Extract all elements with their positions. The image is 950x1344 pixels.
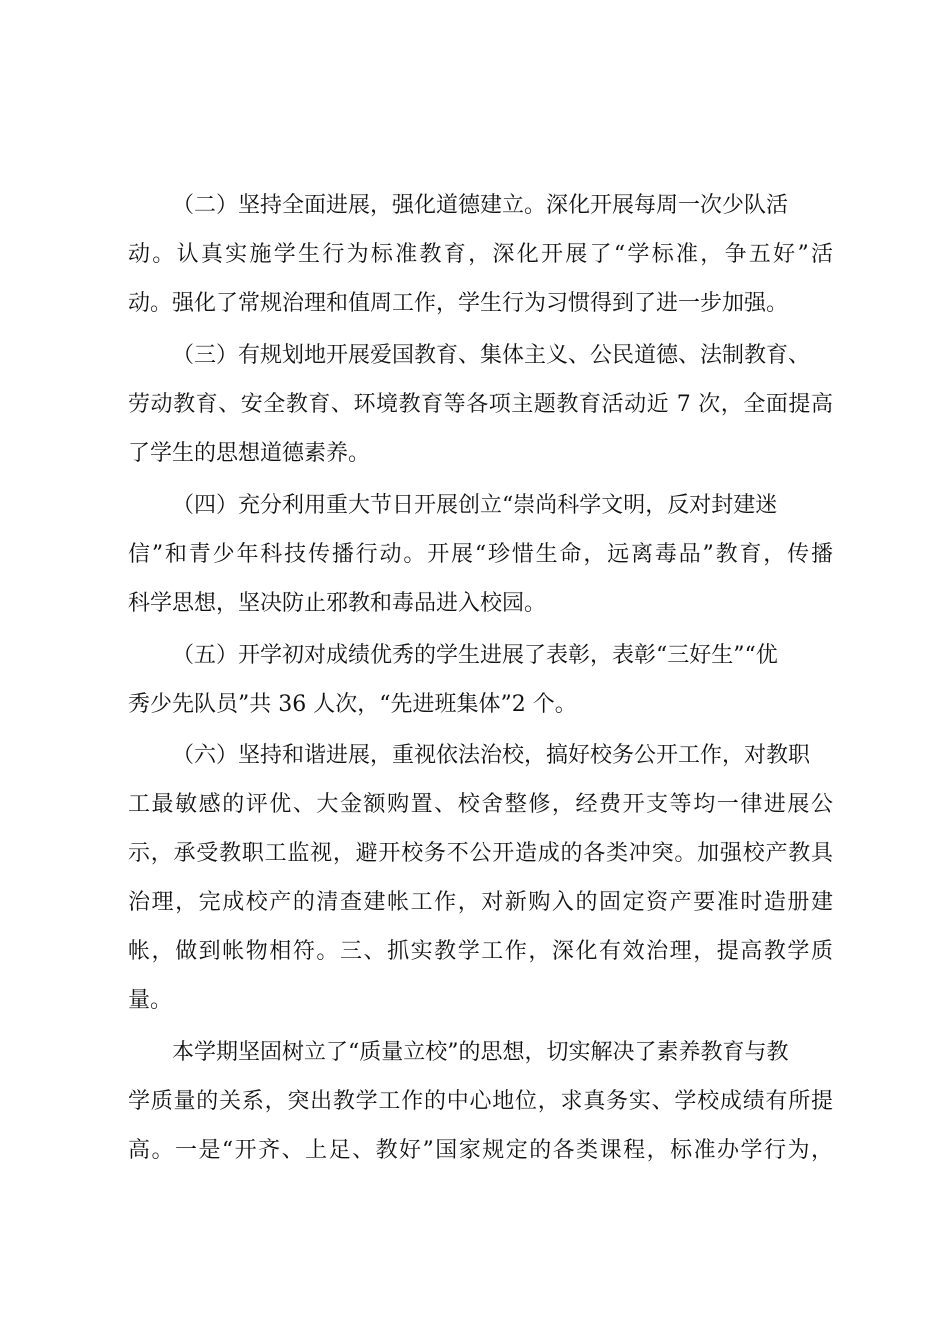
paragraph-6-line-2: 工最敏感的评优、大金额购置、校舍整修，经费开支等均一律进展公 — [128, 792, 833, 817]
paragraph-6-line-4: 治理，完成校产的清查建帐工作，对新购入的固定资产要准时造册建 — [128, 890, 833, 915]
paragraph-3-line-3: 了学生的思想道德素养。 — [128, 441, 371, 466]
paragraph-7-line-2: 学质量的关系，突出教学工作的中心地位，求真务实、学校成绩有所提 — [128, 1089, 833, 1114]
paragraph-4-line-1: （四）充分利用重大节日开展创立“崇尚科学文明，反对封建迷 — [172, 493, 778, 518]
paragraph-6-line-1: （六）坚持和谐进展，重视依法治校，搞好校务公开工作，对教职 — [172, 743, 811, 768]
paragraph-3-line-2: 劳动教育、安全教育、环境教育等各项主题教育活动近 7 次，全面提高 — [128, 392, 833, 417]
paragraph-4-line-2: 信”和青少年科技传播行动。开展“珍惜生命，远离毒品”教育，传播 — [128, 542, 833, 567]
paragraph-6-line-3: 示，承受教职工监视，避开校务不公开造成的各类冲突。加强校产教具 — [128, 841, 833, 866]
paragraph-2-line-1: （二）坚持全面进展，强化道德建立。深化开展每周一次少队活 — [172, 193, 789, 218]
paragraph-4-line-3: 科学思想，坚决防止邪教和毒品进入校园。 — [128, 591, 547, 616]
paragraph-3-line-1: （三）有规划地开展爱国教育、集体主义、公民道德、法制教育、 — [172, 343, 811, 368]
paragraph-2-line-2: 动。认真实施学生行为标准教育，深化开展了“学标准，争五好”活 — [128, 242, 833, 267]
paragraph-7-line-3: 高。一是“开齐、上足、教好”国家规定的各类课程，标准办学行为， — [128, 1138, 833, 1163]
paragraph-6-line-5: 帐，做到帐物相符。三、抓实教学工作，深化有效治理，提高教学质 — [128, 939, 833, 964]
paragraph-5-line-1: （五）开学初对成绩优秀的学生进展了表彰，表彰“三好生”“优 — [172, 643, 778, 668]
paragraph-2-line-3: 动。强化了常规治理和值周工作，学生行为习惯得到了进一步加强。 — [128, 291, 789, 316]
paragraph-5-line-2: 秀少先队员”共 36 人次，“先进班集体”2 个。 — [128, 692, 577, 717]
paragraph-6-line-6: 量。 — [128, 988, 173, 1013]
paragraph-7-line-1: 本学期坚固树立了“质量立校”的思想，切实解决了素养教育与教 — [172, 1040, 789, 1065]
